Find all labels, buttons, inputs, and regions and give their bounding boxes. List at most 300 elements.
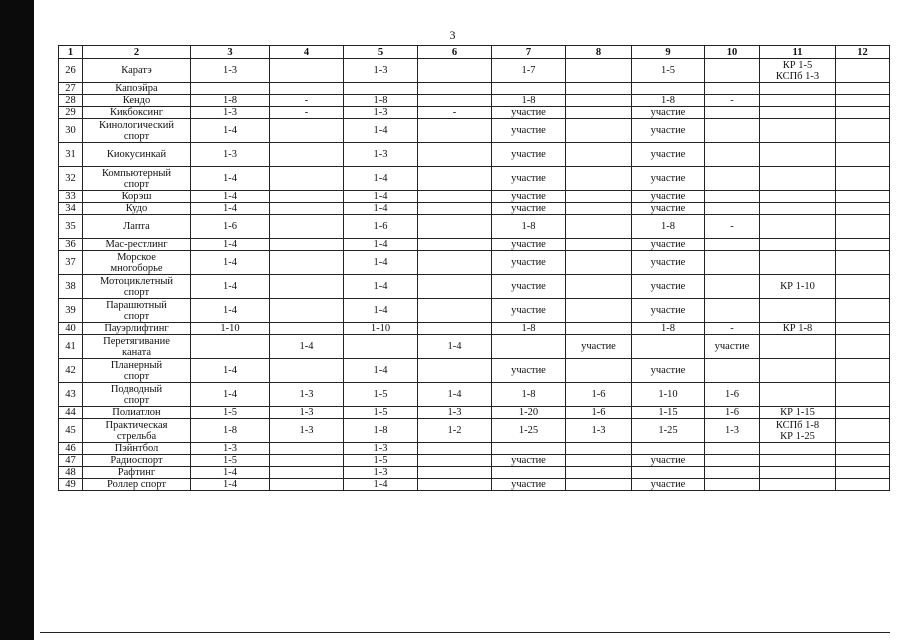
cell-col4 [270, 299, 344, 323]
cell-col6 [418, 251, 492, 275]
cell-col5: 1-5 [344, 407, 418, 419]
row-number: 39 [59, 299, 83, 323]
table-row [59, 299, 890, 323]
cell-col12 [836, 167, 890, 191]
cell-col11: КР 1-15 [760, 407, 836, 419]
cell-col7: участие [492, 455, 566, 467]
cell-col11 [760, 167, 836, 191]
cell-col7: участие [492, 359, 566, 383]
cell-col5: 1-4 [344, 167, 418, 191]
cell-col6: - [418, 107, 492, 119]
row-number: 36 [59, 239, 83, 251]
cell-col6 [418, 203, 492, 215]
column-header: 11 [760, 46, 836, 59]
cell-col5: 1-4 [344, 299, 418, 323]
row-number: 30 [59, 119, 83, 143]
cell-col3: 1-4 [191, 167, 270, 191]
cell-col5 [344, 335, 418, 359]
cell-col5: 1-4 [344, 275, 418, 299]
cell-col5: 1-8 [344, 95, 418, 107]
cell-col7: участие [492, 119, 566, 143]
cell-col9 [632, 467, 705, 479]
cell-col4 [270, 275, 344, 299]
column-header: 6 [418, 46, 492, 59]
cell-col8 [566, 479, 632, 491]
cell-col11 [760, 479, 836, 491]
row-number: 41 [59, 335, 83, 359]
cell-col10 [705, 455, 760, 467]
cell-col8: 1-3 [566, 419, 632, 443]
cell-col9: участие [632, 119, 705, 143]
cell-col6 [418, 443, 492, 455]
table-row [59, 323, 890, 335]
sport-name: Перетягивание каната [83, 335, 191, 359]
cell-col12 [836, 455, 890, 467]
cell-col9: 1-10 [632, 383, 705, 407]
cell-col5: 1-3 [344, 59, 418, 83]
cell-col7 [492, 83, 566, 95]
cell-col12 [836, 95, 890, 107]
cell-col5: 1-4 [344, 359, 418, 383]
cell-col8: 1-6 [566, 407, 632, 419]
cell-col11: КР 1-5 КСПб 1-3 [760, 59, 836, 83]
cell-col3: 1-3 [191, 107, 270, 119]
column-header: 3 [191, 46, 270, 59]
cell-col8 [566, 167, 632, 191]
cell-col8 [566, 323, 632, 335]
page-number: 3 [449, 28, 456, 42]
table-row [59, 143, 890, 167]
cell-col11: КР 1-10 [760, 275, 836, 299]
row-number: 28 [59, 95, 83, 107]
cell-col4 [270, 251, 344, 275]
cell-col11 [760, 251, 836, 275]
row-number: 45 [59, 419, 83, 443]
cell-col9: участие [632, 143, 705, 167]
cell-col11 [760, 467, 836, 479]
cell-col7: участие [492, 107, 566, 119]
cell-col4 [270, 239, 344, 251]
cell-col5: 1-3 [344, 143, 418, 167]
cell-col5: 1-4 [344, 479, 418, 491]
cell-col12 [836, 203, 890, 215]
cell-col3: 1-4 [191, 383, 270, 407]
cell-col5: 1-5 [344, 383, 418, 407]
cell-col7: 1-8 [492, 215, 566, 239]
cell-col3: 1-4 [191, 239, 270, 251]
cell-col7: 1-25 [492, 419, 566, 443]
cell-col3: 1-5 [191, 407, 270, 419]
cell-col10 [705, 83, 760, 95]
cell-col4 [270, 167, 344, 191]
sport-name: Пэйнтбол [83, 443, 191, 455]
cell-col4: 1-3 [270, 419, 344, 443]
cell-col10 [705, 299, 760, 323]
cell-col3: 1-3 [191, 59, 270, 83]
cell-col8 [566, 215, 632, 239]
cell-col3: 1-8 [191, 95, 270, 107]
cell-col3: 1-6 [191, 215, 270, 239]
cell-col3 [191, 83, 270, 95]
table-row [59, 83, 890, 95]
table-row [59, 275, 890, 299]
cell-col4 [270, 59, 344, 83]
row-number: 37 [59, 251, 83, 275]
table-row [59, 215, 890, 239]
cell-col6 [418, 95, 492, 107]
sport-name: Каратэ [83, 59, 191, 83]
cell-col8: участие [566, 335, 632, 359]
cell-col9: участие [632, 359, 705, 383]
cell-col8 [566, 83, 632, 95]
cell-col11 [760, 215, 836, 239]
cell-col7: участие [492, 251, 566, 275]
cell-col6 [418, 59, 492, 83]
cell-col5: 1-10 [344, 323, 418, 335]
cell-col6 [418, 467, 492, 479]
cell-col11 [760, 359, 836, 383]
cell-col8 [566, 143, 632, 167]
sport-name: Полиатлон [83, 407, 191, 419]
cell-col8 [566, 275, 632, 299]
cell-col11 [760, 143, 836, 167]
row-number: 47 [59, 455, 83, 467]
cell-col12 [836, 467, 890, 479]
cell-col4: 1-4 [270, 335, 344, 359]
table-row [59, 467, 890, 479]
cell-col10: - [705, 323, 760, 335]
cell-col3: 1-4 [191, 299, 270, 323]
row-number: 48 [59, 467, 83, 479]
cell-col7: участие [492, 275, 566, 299]
cell-col4: - [270, 95, 344, 107]
row-number: 32 [59, 167, 83, 191]
cell-col4 [270, 479, 344, 491]
cell-col12 [836, 143, 890, 167]
cell-col5: 1-4 [344, 239, 418, 251]
table-row [59, 107, 890, 119]
cell-col7: участие [492, 191, 566, 203]
sport-name: Рафтинг [83, 467, 191, 479]
cell-col6 [418, 191, 492, 203]
cell-col12 [836, 59, 890, 83]
cell-col6: 1-4 [418, 383, 492, 407]
cell-col9: 1-5 [632, 59, 705, 83]
table-row [59, 359, 890, 383]
cell-col8 [566, 59, 632, 83]
cell-col6 [418, 215, 492, 239]
cell-col5: 1-4 [344, 251, 418, 275]
cell-col5: 1-6 [344, 215, 418, 239]
cell-col11 [760, 107, 836, 119]
cell-col11 [760, 299, 836, 323]
cell-col6 [418, 167, 492, 191]
table-row [59, 443, 890, 455]
cell-col4 [270, 203, 344, 215]
cell-col6: 1-2 [418, 419, 492, 443]
cell-col4 [270, 143, 344, 167]
cell-col11 [760, 239, 836, 251]
table-row [59, 167, 890, 191]
cell-col7: 1-8 [492, 323, 566, 335]
cell-col4: - [270, 107, 344, 119]
cell-col3: 1-10 [191, 323, 270, 335]
row-number: 29 [59, 107, 83, 119]
cell-col12 [836, 107, 890, 119]
cell-col12 [836, 479, 890, 491]
cell-col9: участие [632, 275, 705, 299]
cell-col4 [270, 215, 344, 239]
table-row [59, 479, 890, 491]
table-body [59, 59, 890, 491]
cell-col7: 1-7 [492, 59, 566, 83]
cell-col12 [836, 83, 890, 95]
cell-col8 [566, 203, 632, 215]
cell-col11 [760, 383, 836, 407]
cell-col6 [418, 323, 492, 335]
cell-col11 [760, 119, 836, 143]
column-header: 5 [344, 46, 418, 59]
row-number: 31 [59, 143, 83, 167]
cell-col10: 1-6 [705, 407, 760, 419]
sport-name: Морское многоборье [83, 251, 191, 275]
cell-col7: участие [492, 203, 566, 215]
column-header: 8 [566, 46, 632, 59]
cell-col8 [566, 359, 632, 383]
cell-col10 [705, 275, 760, 299]
cell-col9 [632, 443, 705, 455]
table-row [59, 95, 890, 107]
cell-col11 [760, 335, 836, 359]
cell-col7: участие [492, 167, 566, 191]
cell-col9: участие [632, 107, 705, 119]
cell-col9: 1-15 [632, 407, 705, 419]
row-number: 42 [59, 359, 83, 383]
cell-col3: 1-4 [191, 119, 270, 143]
cell-col6: 1-4 [418, 335, 492, 359]
row-number: 43 [59, 383, 83, 407]
cell-col6 [418, 83, 492, 95]
column-header: 1 [59, 46, 83, 59]
cell-col8 [566, 95, 632, 107]
column-header: 4 [270, 46, 344, 59]
table-row [59, 119, 890, 143]
row-number: 46 [59, 443, 83, 455]
cell-col11 [760, 455, 836, 467]
cell-col4 [270, 359, 344, 383]
cell-col12 [836, 191, 890, 203]
cell-col6 [418, 119, 492, 143]
cell-col4 [270, 83, 344, 95]
cell-col5: 1-3 [344, 467, 418, 479]
sport-name: Мас-рестлинг [83, 239, 191, 251]
bottom-rule [40, 632, 890, 633]
cell-col9: 1-8 [632, 215, 705, 239]
table-row [59, 59, 890, 83]
cell-col7: участие [492, 299, 566, 323]
table-row [59, 335, 890, 359]
sport-name: Лапта [83, 215, 191, 239]
cell-col12 [836, 359, 890, 383]
cell-col9: участие [632, 167, 705, 191]
cell-col4 [270, 455, 344, 467]
cell-col4 [270, 323, 344, 335]
sport-name: Кендо [83, 95, 191, 107]
cell-col9: 1-8 [632, 95, 705, 107]
cell-col9: 1-8 [632, 323, 705, 335]
cell-col7: 1-8 [492, 383, 566, 407]
sport-name: Кудо [83, 203, 191, 215]
cell-col5: 1-5 [344, 455, 418, 467]
cell-col3: 1-4 [191, 275, 270, 299]
cell-col5: 1-4 [344, 203, 418, 215]
cell-col7: участие [492, 239, 566, 251]
cell-col7 [492, 335, 566, 359]
cell-col4: 1-3 [270, 407, 344, 419]
sport-name: Пауэрлифтинг [83, 323, 191, 335]
column-header: 10 [705, 46, 760, 59]
cell-col9: 1-25 [632, 419, 705, 443]
cell-col11 [760, 83, 836, 95]
cell-col10 [705, 59, 760, 83]
row-number: 34 [59, 203, 83, 215]
row-number: 49 [59, 479, 83, 491]
cell-col12 [836, 323, 890, 335]
row-number: 35 [59, 215, 83, 239]
sport-name: Капоэйра [83, 83, 191, 95]
table-row [59, 407, 890, 419]
cell-col12 [836, 419, 890, 443]
row-number: 26 [59, 59, 83, 83]
cell-col8 [566, 443, 632, 455]
cell-col12 [836, 299, 890, 323]
column-header: 2 [83, 46, 191, 59]
table-row [59, 455, 890, 467]
cell-col7 [492, 467, 566, 479]
cell-col10 [705, 467, 760, 479]
cell-col3: 1-3 [191, 443, 270, 455]
cell-col6: 1-3 [418, 407, 492, 419]
sport-name: Планерный спорт [83, 359, 191, 383]
cell-col12 [836, 239, 890, 251]
row-number: 33 [59, 191, 83, 203]
cell-col7: участие [492, 479, 566, 491]
table-row [59, 251, 890, 275]
cell-col12 [836, 383, 890, 407]
cell-col10 [705, 167, 760, 191]
cell-col5: 1-3 [344, 443, 418, 455]
cell-col12 [836, 251, 890, 275]
cell-col6 [418, 479, 492, 491]
cell-col10: - [705, 215, 760, 239]
cell-col8: 1-6 [566, 383, 632, 407]
cell-col3: 1-5 [191, 455, 270, 467]
cell-col11 [760, 191, 836, 203]
cell-col12 [836, 335, 890, 359]
cell-col3: 1-4 [191, 359, 270, 383]
cell-col12 [836, 443, 890, 455]
cell-col11 [760, 443, 836, 455]
cell-col4 [270, 443, 344, 455]
cell-col9: участие [632, 479, 705, 491]
cell-col6 [418, 359, 492, 383]
table-row [59, 203, 890, 215]
scan-dark-edge [0, 0, 34, 640]
cell-col9: участие [632, 203, 705, 215]
table-row [59, 191, 890, 203]
cell-col6 [418, 275, 492, 299]
cell-col10: участие [705, 335, 760, 359]
cell-col7: 1-8 [492, 95, 566, 107]
cell-col10 [705, 143, 760, 167]
sport-name: Кинологический спорт [83, 119, 191, 143]
cell-col12 [836, 215, 890, 239]
cell-col5 [344, 83, 418, 95]
cell-col8 [566, 239, 632, 251]
sport-name: Практическая стрельба [83, 419, 191, 443]
table-row [59, 239, 890, 251]
cell-col12 [836, 275, 890, 299]
row-number: 27 [59, 83, 83, 95]
cell-col6 [418, 143, 492, 167]
cell-col4 [270, 119, 344, 143]
row-number: 38 [59, 275, 83, 299]
cell-col7: 1-20 [492, 407, 566, 419]
cell-col7 [492, 443, 566, 455]
cell-col9: участие [632, 299, 705, 323]
cell-col11: КСПб 1-8 КР 1-25 [760, 419, 836, 443]
cell-col10 [705, 239, 760, 251]
sport-name: Радиоспорт [83, 455, 191, 467]
cell-col8 [566, 299, 632, 323]
cell-col10 [705, 479, 760, 491]
cell-col10 [705, 359, 760, 383]
cell-col5: 1-4 [344, 191, 418, 203]
cell-col6 [418, 299, 492, 323]
cell-col5: 1-4 [344, 119, 418, 143]
sport-name: Корэш [83, 191, 191, 203]
cell-col12 [836, 119, 890, 143]
cell-col3: 1-4 [191, 467, 270, 479]
cell-col10 [705, 203, 760, 215]
cell-col3 [191, 335, 270, 359]
cell-col10: 1-3 [705, 419, 760, 443]
sport-name: Мотоциклетный спорт [83, 275, 191, 299]
sport-name: Кикбоксинг [83, 107, 191, 119]
cell-col10 [705, 107, 760, 119]
cell-col9: участие [632, 251, 705, 275]
cell-col8 [566, 191, 632, 203]
cell-col6 [418, 455, 492, 467]
cell-col7: участие [492, 143, 566, 167]
cell-col11 [760, 203, 836, 215]
column-header: 9 [632, 46, 705, 59]
cell-col3: 1-8 [191, 419, 270, 443]
cell-col3: 1-3 [191, 143, 270, 167]
cell-col4: 1-3 [270, 383, 344, 407]
sport-name: Парашютный спорт [83, 299, 191, 323]
cell-col9: участие [632, 455, 705, 467]
sport-name: Роллер спорт [83, 479, 191, 491]
cell-col10 [705, 251, 760, 275]
cell-col8 [566, 455, 632, 467]
row-number: 44 [59, 407, 83, 419]
cell-col3: 1-4 [191, 191, 270, 203]
cell-col10: 1-6 [705, 383, 760, 407]
cell-col5: 1-3 [344, 107, 418, 119]
sport-name: Киокусинкай [83, 143, 191, 167]
cell-col8 [566, 119, 632, 143]
